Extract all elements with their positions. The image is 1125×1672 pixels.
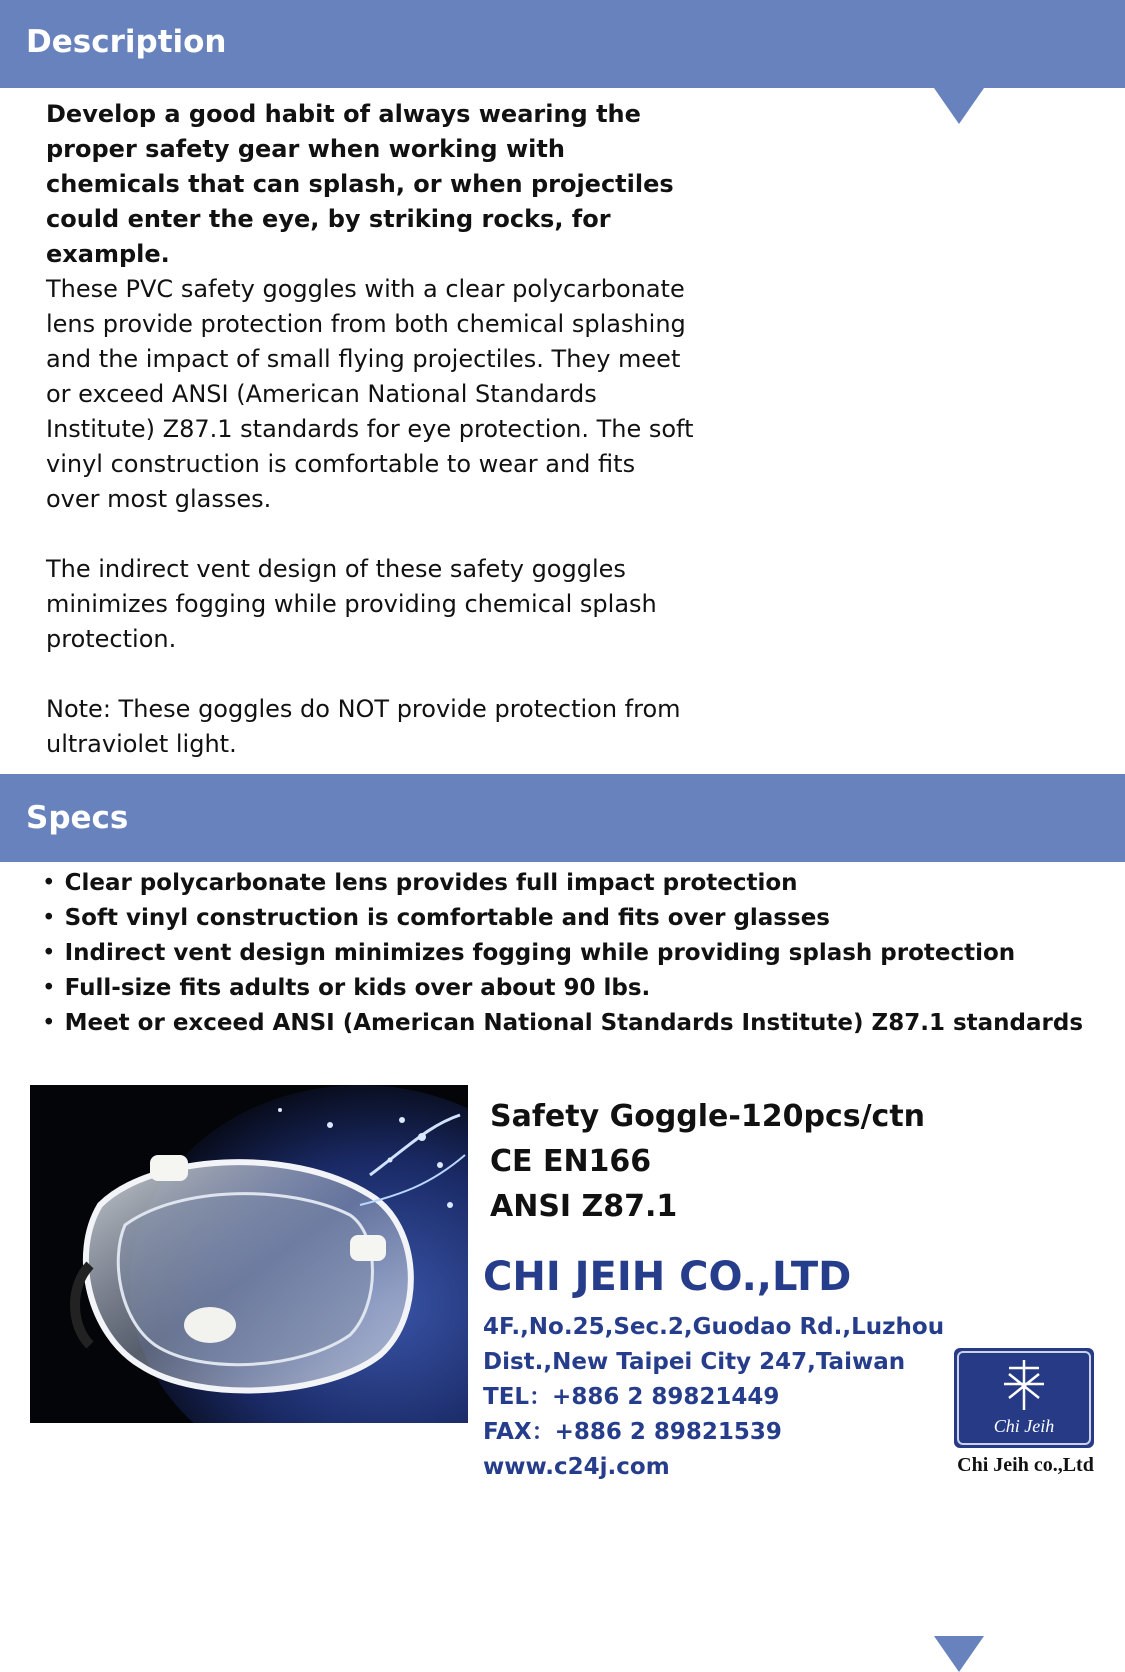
company-name: CHI JEIH CO.,LTD [483,1254,852,1300]
tel: TEL：+886 2 89821449 [483,1384,780,1410]
description-paragraph-1: Develop a good habit of always wearing the proper safety gear when working with chemicals that can splash, or when projectiles could enter the eye, by striking rocks, for example. [46,100,674,268]
bullet-icon: • [42,870,56,896]
product-name: Safety Goggle-120pcs/ctn [490,1099,926,1134]
bullet-icon: • [42,975,56,1001]
list-item [42,971,1083,1006]
product-cert-ansi: ANSI Z87.1 [490,1189,678,1224]
logo-icon [954,1348,1094,1448]
description-paragraph-4: Note: These goggles do NOT provide protection from ultraviolet light. [46,695,681,758]
company-contact [483,1310,944,1485]
fax: FAX：+886 2 89821539 [483,1419,782,1445]
description-paragraph-2: These PVC safety goggles with a clear polycarbonate lens provide protection from both chemical splashing and the impact of small flying projectiles. They meet or exceed ANSI (American National Standards Institute) Z87.1 standards for eye protection. The soft vinyl construction is comfortable to wear and fits over most glasses. [46,275,694,513]
bullet-icon: • [42,905,56,931]
bullet-icon: • [42,940,56,966]
header-notch [934,1636,984,1672]
specs-heading: Specs [26,800,129,836]
specs-list [42,866,1083,1041]
spec-text: Meet or exceed ANSI (American National Standards Institute) Z87.1 standards [64,1010,1084,1036]
address-line-1: 4F.,No.25,Sec.2,Guodao Rd.,Luzhou [483,1314,945,1340]
description-paragraph-3: The indirect vent design of these safety goggles minimizes fogging while providing chemical splash protection. [46,555,657,653]
spec-text: Clear polycarbonate lens provides full impact protection [64,870,798,896]
address-line-2: Dist.,New Taipei City 247,Taiwan [483,1349,906,1375]
spec-text: Full-size fits adults or kids over about 90 lbs. [64,975,651,1001]
specs-header [0,774,1125,862]
bullet-icon: • [42,1010,56,1036]
logo-caption: Chi Jeih co.,Ltd [957,1454,1094,1476]
list-item [42,866,1083,901]
product-info [490,1094,925,1229]
description-header [0,0,1125,88]
description-heading: Description [26,24,227,60]
header-notch [934,88,984,124]
list-item [42,936,1083,971]
website-link[interactable]: www.c24j.com [483,1454,670,1480]
list-item [42,1006,1083,1041]
goggles-illustration [30,1085,468,1423]
company-logo [954,1348,1094,1448]
spec-text: Indirect vent design minimizes fogging while providing splash protection [64,940,1016,966]
list-item [42,901,1083,936]
logo-text: Chi Jeih [993,1416,1055,1436]
product-photo [30,1085,468,1423]
product-cert-ce: CE EN166 [490,1144,652,1179]
spec-text: Soft vinyl construction is comfortable and fits over glasses [64,905,830,931]
